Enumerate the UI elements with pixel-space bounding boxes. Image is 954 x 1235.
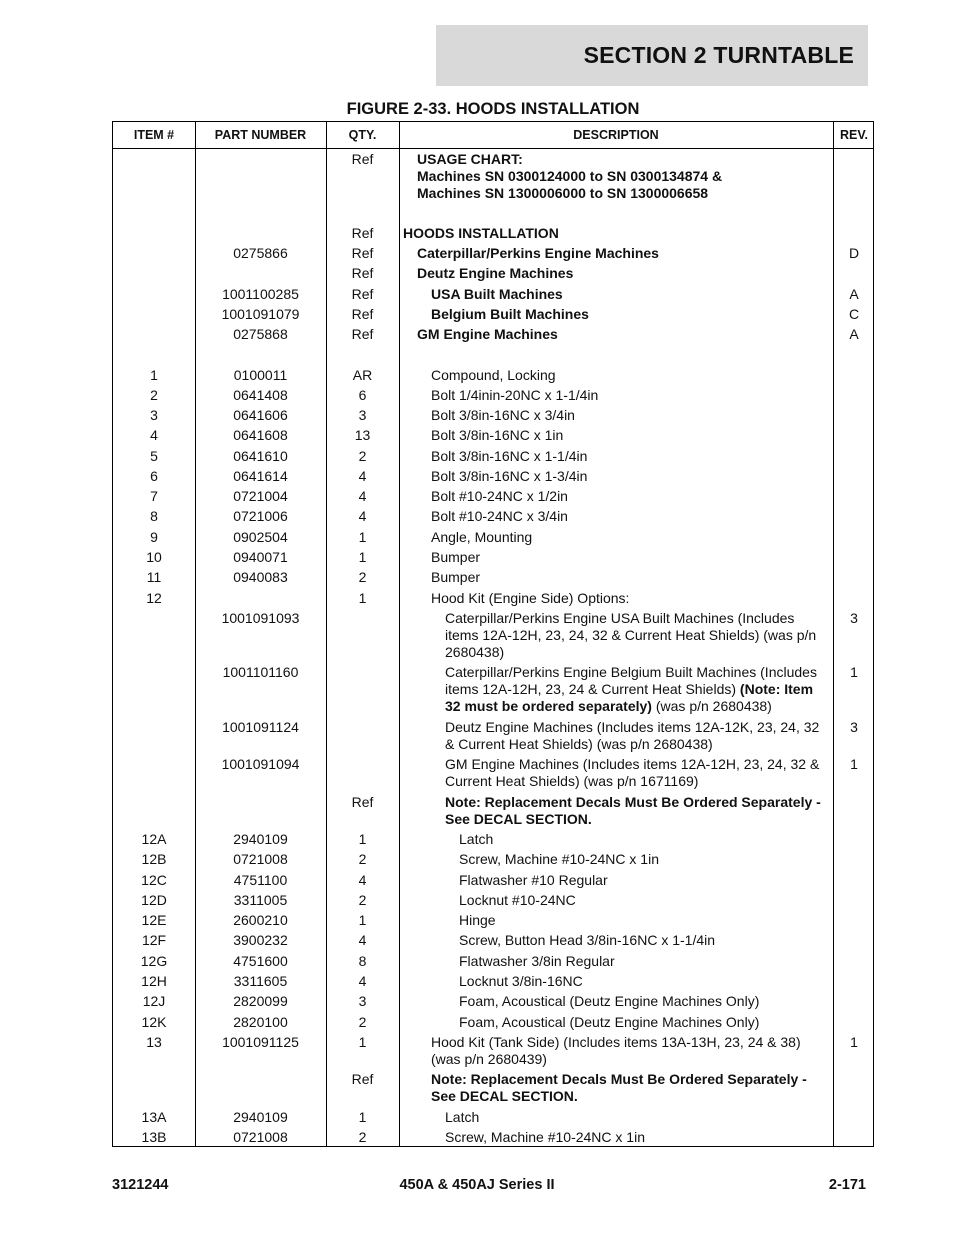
part-number: 0940083 (233, 569, 288, 585)
description: Latch (445, 1109, 480, 1125)
part-number: 3311605 (233, 973, 288, 989)
part-number: 0721008 (233, 851, 288, 867)
part-number: 1001091124 (222, 719, 299, 735)
item-number: 13A (141, 1109, 167, 1125)
quantity: 1 (358, 1034, 367, 1050)
item-number: 12G (140, 953, 168, 969)
part-number: 2940109 (233, 1109, 288, 1125)
item-number: 12E (141, 912, 167, 928)
description: Bolt 3/8in-16NC x 3/4in (431, 407, 575, 423)
quantity: Ref (351, 265, 374, 281)
column-divider (399, 122, 400, 1146)
item-number: 12 (146, 590, 162, 606)
description: Note: Replacement Decals Must Be Ordered Separately - See DECAL SECTION. (445, 794, 821, 827)
description: Bolt 3/8in-16NC x 1-3/4in (431, 468, 588, 484)
description: Flatwasher #10 Regular (459, 872, 608, 888)
description: Bolt 1/4inin-20NC x 1-1/4in (431, 387, 599, 403)
item-number: 11 (146, 569, 162, 585)
item-number: 12D (141, 892, 167, 908)
item-number: 12B (141, 851, 167, 867)
quantity: 2 (358, 1014, 367, 1030)
part-number: 0940071 (233, 549, 288, 565)
part-number: 0902504 (233, 529, 288, 545)
quantity: 4 (358, 973, 367, 989)
part-number: 3311005 (233, 892, 288, 908)
description: Belgium Built Machines (431, 306, 589, 322)
parts-table (112, 121, 874, 1147)
quantity: 1 (358, 590, 367, 606)
item-number: 12H (141, 973, 167, 989)
description: Locknut #10-24NC (459, 892, 576, 908)
item-number: 12C (141, 872, 167, 888)
header-rev: REV. (839, 128, 869, 142)
description: Hinge (459, 912, 496, 928)
description: Locknut 3/8in-16NC (459, 973, 583, 989)
footer-page-number: 2-171 (828, 1177, 866, 1193)
quantity: 1 (358, 831, 367, 847)
item-number: 9 (150, 529, 158, 545)
quantity: 4 (358, 508, 367, 524)
part-number: 0641606 (233, 407, 288, 423)
description: Caterpillar/Perkins Engine USA Built Machines (Includes items 12A-12H, 23, 24, 32 & Current Heat Shields) (was p/n 2680438) (445, 610, 817, 660)
header-qty: QTY. (348, 128, 377, 142)
section-header (436, 25, 868, 86)
description: Caterpillar/Perkins Engine Belgium Built Machines (Includes items 12A-12H, 23, 24 & Current Heat Shields) (Note: Item 32 must be ordered separately) (was p/n 2680438) (445, 664, 817, 714)
header-item: ITEM # (133, 128, 175, 142)
item-number: 5 (150, 448, 158, 464)
description: GM Engine Machines (Includes items 12A-12H, 23, 24, 32 & Current Heat Shields) (was p/n 1671169) (445, 756, 820, 789)
part-number: 4751600 (233, 953, 288, 969)
quantity: 4 (358, 872, 367, 888)
part-number: 1001100285 (222, 286, 299, 302)
quantity: 1 (358, 549, 367, 565)
quantity: 3 (358, 407, 367, 423)
quantity: Ref (351, 245, 374, 261)
description: Flatwasher 3/8in Regular (459, 953, 615, 969)
part-number: 2820099 (233, 993, 288, 1009)
quantity: Ref (351, 286, 374, 302)
revision: A (849, 326, 859, 342)
column-divider (833, 122, 834, 1146)
header-part-number: PART NUMBER (214, 128, 307, 142)
description: HOODS INSTALLATION (403, 225, 559, 241)
quantity: 1 (358, 529, 367, 545)
item-number: 13 (146, 1034, 162, 1050)
part-number: 2600210 (233, 912, 288, 928)
revision: A (849, 286, 859, 302)
quantity: 1 (358, 912, 367, 928)
item-number: 10 (146, 549, 162, 565)
description: Screw, Machine #10-24NC x 1in (445, 1129, 645, 1145)
revision: 1 (850, 664, 858, 680)
description: Screw, Button Head 3/8in-16NC x 1-1/4in (459, 932, 716, 948)
description: Latch (459, 831, 494, 847)
quantity: Ref (351, 794, 374, 810)
quantity: 2 (358, 1129, 367, 1145)
item-number: 8 (150, 508, 158, 524)
item-number: 12K (141, 1014, 167, 1030)
item-number: 1 (150, 367, 158, 383)
description: Hood Kit (Tank Side) (Includes items 13A-13H, 23, 24 & 38) (was p/n 2680439) (431, 1034, 801, 1067)
section-title: SECTION 2 TURNTABLE (583, 42, 854, 68)
footer-doc-number: 3121244 (112, 1177, 169, 1193)
quantity: Ref (351, 326, 374, 342)
revision: 3 (850, 719, 858, 735)
header-divider (113, 148, 873, 149)
part-number: 0100011 (233, 367, 288, 383)
description: Bolt 3/8in-16NC x 1in (431, 427, 564, 443)
revision: C (848, 306, 860, 322)
header-description: DESCRIPTION (573, 128, 659, 142)
revision: 1 (850, 1034, 858, 1050)
part-number: 0641614 (233, 468, 288, 484)
quantity: 2 (358, 892, 367, 908)
item-number: 12F (141, 932, 167, 948)
description: Note: Replacement Decals Must Be Ordered Separately - See DECAL SECTION. (431, 1071, 807, 1104)
description: USAGE CHART: Machines SN 0300124000 to SN 0300134874 & Machines SN 1300006000 to SN 1300006658 (417, 151, 723, 201)
item-number: 3 (150, 407, 158, 423)
quantity: Ref (351, 225, 374, 241)
description: Angle, Mounting (431, 529, 533, 545)
revision: 1 (850, 756, 858, 772)
item-number: 12J (142, 993, 166, 1009)
item-number: 13B (141, 1129, 167, 1145)
item-number: 4 (150, 427, 158, 443)
part-number: 1001091093 (221, 610, 300, 626)
item-number: 2 (150, 387, 158, 403)
part-number: 4751100 (233, 872, 288, 888)
quantity: Ref (351, 1071, 374, 1087)
quantity: 4 (358, 932, 367, 948)
footer-model: 450A & 450AJ Series II (399, 1177, 555, 1193)
part-number: 0641408 (233, 387, 288, 403)
quantity: 2 (358, 569, 367, 585)
part-number: 2940109 (233, 831, 288, 847)
quantity: AR (352, 367, 373, 383)
figure-title: FIGURE 2-33. HOODS INSTALLATION (346, 100, 640, 118)
quantity: 2 (358, 851, 367, 867)
description: Foam, Acoustical (Deutz Engine Machines Only) (459, 993, 760, 1009)
description: Bolt 3/8in-16NC x 1-1/4in (431, 448, 588, 464)
description: Bumper (431, 569, 481, 585)
description: Hood Kit (Engine Side) Options: (431, 590, 630, 606)
description: Foam, Acoustical (Deutz Engine Machines Only) (459, 1014, 760, 1030)
part-number: 0275866 (233, 245, 288, 261)
part-number: 1001091094 (221, 756, 300, 772)
item-number: 7 (150, 488, 158, 504)
part-number: 3900232 (233, 932, 288, 948)
description: GM Engine Machines (417, 326, 558, 342)
quantity: Ref (351, 151, 374, 167)
revision: 3 (850, 610, 858, 626)
description: Deutz Engine Machines (417, 265, 574, 281)
part-number: 0275868 (233, 326, 288, 342)
quantity: 4 (358, 488, 367, 504)
description: Compound, Locking (431, 367, 556, 383)
part-number: 0641608 (233, 427, 288, 443)
quantity: 6 (358, 387, 367, 403)
quantity: 13 (354, 427, 371, 443)
description: Screw, Machine #10-24NC x 1in (459, 851, 659, 867)
revision: D (848, 245, 860, 261)
part-number: 0721008 (233, 1129, 288, 1145)
part-number: 0641610 (233, 448, 288, 464)
quantity: Ref (351, 306, 374, 322)
quantity: 8 (358, 953, 367, 969)
description: Bolt #10-24NC x 3/4in (431, 508, 568, 524)
item-number: 6 (150, 468, 158, 484)
part-number: 0721006 (233, 508, 288, 524)
quantity: 1 (358, 1109, 367, 1125)
description: Deutz Engine Machines (Includes items 12A-12K, 23, 24, 32 & Current Heat Shields) (was p/n 2680438) (445, 719, 820, 752)
part-number: 1001101160 (222, 664, 299, 680)
quantity: 3 (358, 993, 367, 1009)
part-number: 1001091079 (221, 306, 300, 322)
description: Caterpillar/Perkins Engine Machines (417, 245, 659, 261)
part-number: 0721004 (233, 488, 288, 504)
quantity: 2 (358, 448, 367, 464)
description: Bumper (431, 549, 481, 565)
part-number: 1001091125 (222, 1034, 299, 1050)
part-number: 2820100 (233, 1014, 288, 1030)
quantity: 4 (358, 468, 367, 484)
description: USA Built Machines (431, 286, 563, 302)
description: Bolt #10-24NC x 1/2in (431, 488, 568, 504)
item-number: 12A (141, 831, 167, 847)
